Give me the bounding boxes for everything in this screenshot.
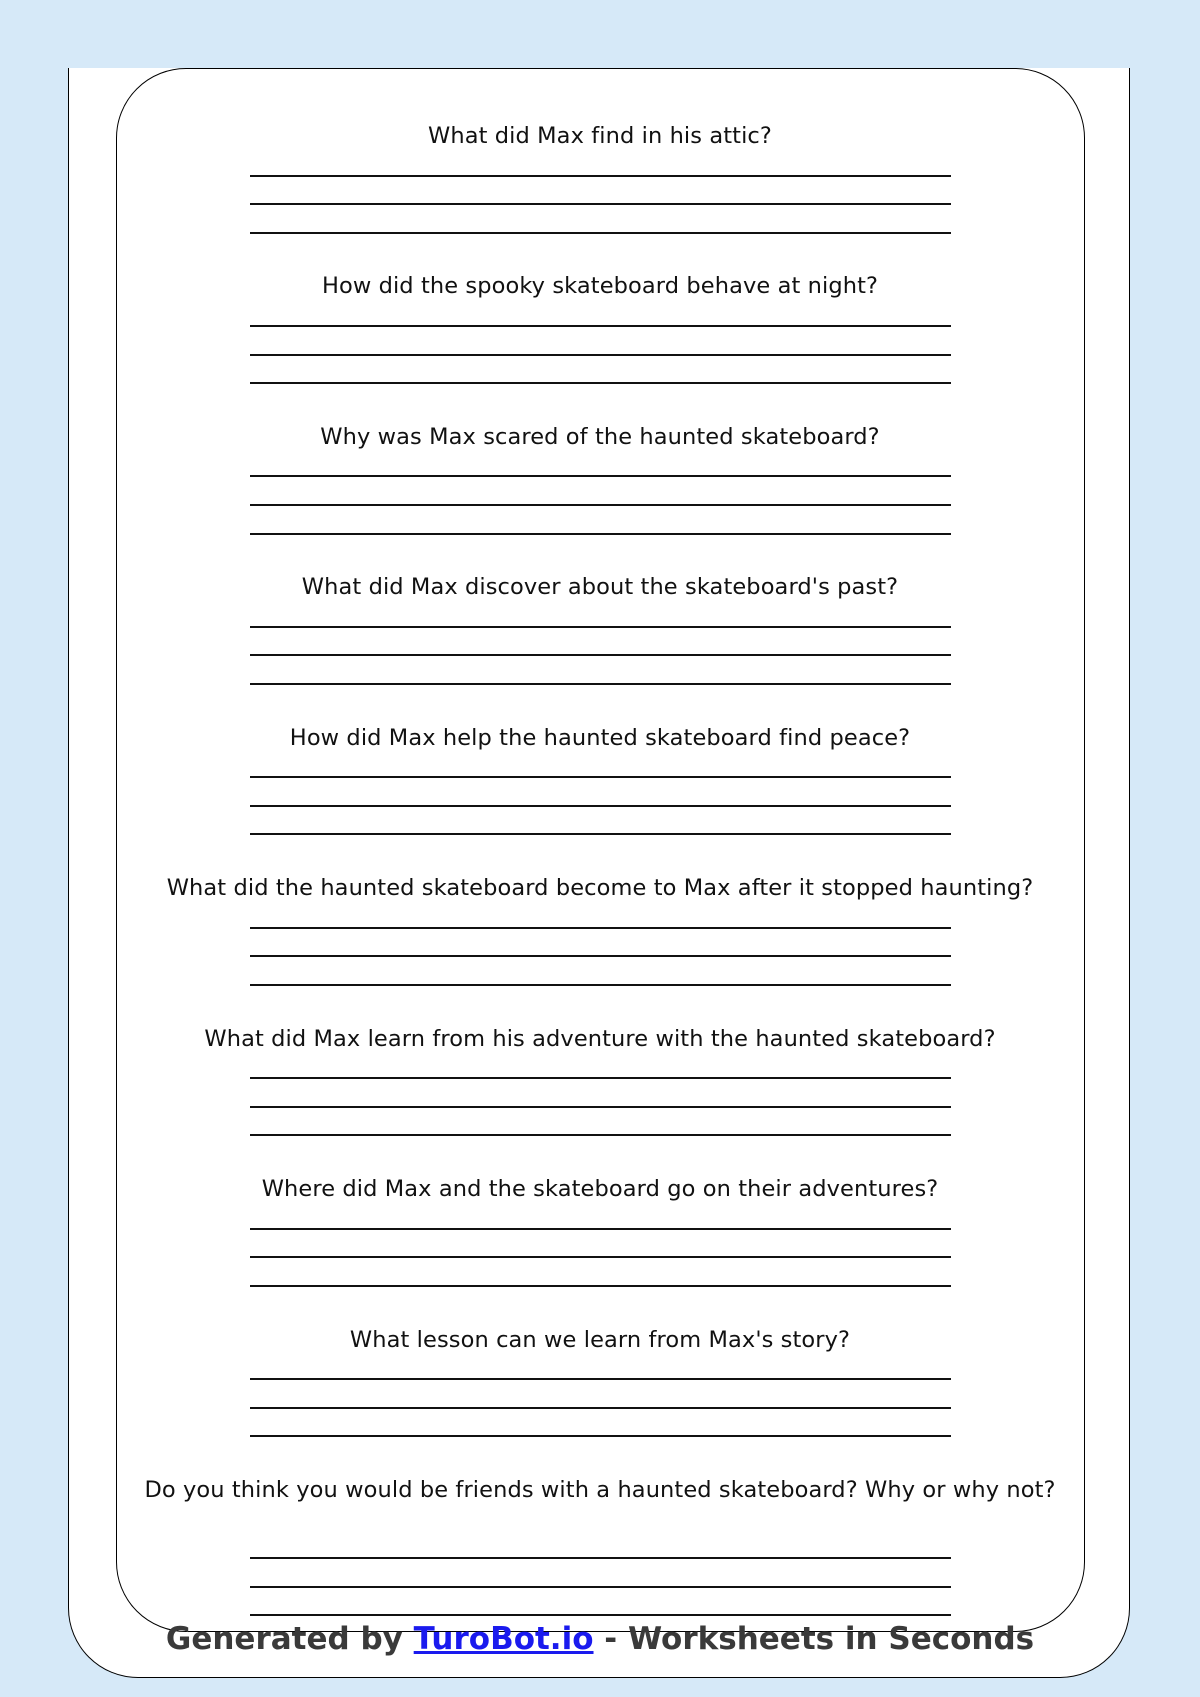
answer-line[interactable] [250,1407,951,1409]
answer-line[interactable] [250,1077,951,1079]
answer-line[interactable] [250,984,951,986]
question-2: How did the spooky skateboard behave at night? [321,273,879,299]
answer-line[interactable] [250,683,951,685]
answer-line[interactable] [250,232,951,234]
answer-line[interactable] [250,1256,951,1258]
answer-line[interactable] [250,382,951,384]
question-6: What did the haunted skateboard become to Max after it stopped haunting? [166,875,1034,901]
answer-line[interactable] [250,955,951,957]
answer-line[interactable] [250,533,951,535]
turobot-link[interactable]: TuroBot.io [413,1621,594,1657]
answer-line[interactable] [250,1378,951,1380]
answer-line[interactable] [250,1586,951,1588]
question-9: What lesson can we learn from Max's story? [349,1327,851,1353]
answer-line[interactable] [250,175,951,177]
answer-line[interactable] [250,504,951,506]
question-3: Why was Max scared of the haunted skateboard? [320,424,880,450]
answer-line[interactable] [250,354,951,356]
answer-line[interactable] [250,1285,951,1287]
answer-line[interactable] [250,475,951,477]
answer-line[interactable] [250,833,951,835]
question-10: Do you think you would be friends with a haunted skateboard? Why or why not? [144,1477,1056,1503]
answer-line[interactable] [250,1614,951,1616]
answer-line[interactable] [250,1134,951,1136]
answer-line[interactable] [250,1557,951,1559]
answer-line[interactable] [250,1435,951,1437]
question-8: Where did Max and the skateboard go on their adventures? [261,1176,939,1202]
question-5: How did Max help the haunted skateboard find peace? [289,725,911,751]
answer-line[interactable] [250,1228,951,1230]
questions-card [116,68,1085,1632]
answer-line[interactable] [250,776,951,778]
answer-line[interactable] [250,626,951,628]
footer-suffix: - Worksheets in Seconds [593,1621,1035,1657]
answer-line[interactable] [250,325,951,327]
answer-line[interactable] [250,927,951,929]
answer-line[interactable] [250,805,951,807]
answer-line[interactable] [250,1106,951,1108]
answer-line[interactable] [250,203,951,205]
question-7: What did Max learn from his adventure with the haunted skateboard? [204,1026,996,1052]
answer-line[interactable] [250,654,951,656]
footer-prefix: Generated by [165,1621,414,1657]
question-4: What did Max discover about the skateboard's past? [301,574,899,600]
footer-credit [0,1620,1200,1658]
question-1: What did Max find in his attic? [428,123,772,149]
